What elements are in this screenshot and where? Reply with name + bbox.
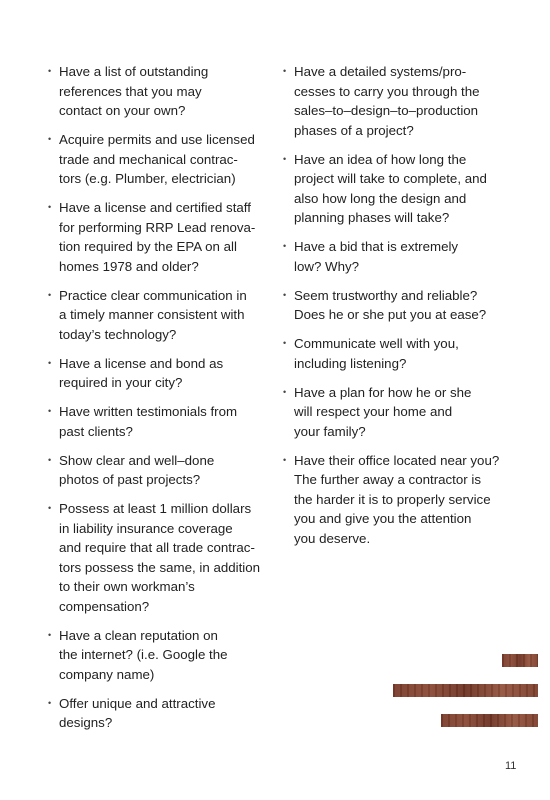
checklist-item-text: Show clear and well–done photos of past projects? xyxy=(59,452,215,487)
checklist-item-text: Have written testimonials from past clients? xyxy=(59,404,238,439)
checklist-item xyxy=(283,62,505,140)
bullet-icon: • xyxy=(283,153,287,164)
bullet-icon: • xyxy=(283,66,287,76)
wood-plank-decoration xyxy=(502,654,538,667)
bullet-icon: • xyxy=(283,386,287,397)
bullet-icon: • xyxy=(48,503,52,513)
checklist-item-text: Have a plan for how he or she will respect your home and your family? xyxy=(294,384,472,439)
bullet-icon: • xyxy=(48,697,52,708)
bullet-icon: • xyxy=(283,289,287,300)
checklist-item-text: Have a list of outstanding references that you may contact on your own? xyxy=(59,64,209,118)
checklist-item-text: Acquire permits and use licensed trade and mechanical contrac- tors (e.g. Plumber, electrician) xyxy=(59,132,255,186)
checklist-item-text: Have their office located near you? The further away a contractor is the harder it is to properly service you and give you the attention you deserve. xyxy=(294,452,500,546)
checklist-item-text: Have a detailed systems/pro- cesses to carry you through the sales–to–design–to–production phases of a project? xyxy=(294,64,480,138)
bullet-icon: • xyxy=(48,357,52,368)
checklist-item-text: Have a bid that is extremely low? Why? xyxy=(294,239,459,274)
checklist-item-text: Offer unique and attractive designs? xyxy=(59,695,216,730)
bullet-icon: • xyxy=(48,289,52,300)
bullet-icon: • xyxy=(283,454,287,465)
bullet-icon: • xyxy=(48,134,52,144)
checklist-item xyxy=(283,383,505,442)
checklist-item xyxy=(48,451,272,490)
checklist-item xyxy=(48,499,272,616)
bullet-icon: • xyxy=(48,406,52,416)
checklist-item xyxy=(283,150,505,228)
checklist-item-text: Have a license and certified staff for performing RRP Lead renova- tion required by the EPA on all homes 1978 and older? xyxy=(59,200,256,274)
left-checklist xyxy=(48,62,272,742)
bullet-icon: • xyxy=(48,202,52,212)
bullet-icon: • xyxy=(48,629,52,640)
bullet-icon: • xyxy=(48,66,52,76)
checklist-item-text: Seem trustworthy and reliable? Does he or she put you at ease? xyxy=(294,287,487,322)
checklist-item xyxy=(283,334,505,373)
checklist-item-text: Have a clean reputation on the internet? (i.e. Google the company name) xyxy=(59,627,228,682)
checklist-item xyxy=(48,626,272,685)
checklist-item xyxy=(48,130,272,189)
checklist-item-text: Have a license and bond as required in your city? xyxy=(59,355,224,390)
checklist-item xyxy=(48,198,272,276)
wood-plank-decoration xyxy=(393,684,538,697)
checklist-item xyxy=(48,354,272,393)
checklist-item-text: Practice clear communication in a timely manner consistent with today’s technology? xyxy=(59,287,247,342)
checklist-item-text: Have an idea of how long the project will take to complete, and also how long the design and planning phases will take? xyxy=(294,151,487,225)
page-number: 11 xyxy=(505,760,517,772)
checklist-item xyxy=(48,286,272,345)
checklist-item xyxy=(283,451,505,549)
checklist-item xyxy=(283,286,505,325)
bullet-icon: • xyxy=(283,241,287,251)
checklist-item xyxy=(48,402,272,441)
checklist-item xyxy=(48,62,272,121)
checklist-item-text: Communicate well with you, including listening? xyxy=(294,336,459,371)
bullet-icon: • xyxy=(48,454,52,465)
bullet-icon: • xyxy=(283,338,287,348)
wood-plank-decoration xyxy=(441,714,538,727)
checklist-item xyxy=(48,694,272,733)
checklist-item xyxy=(283,237,505,276)
right-checklist xyxy=(283,62,505,558)
checklist-item-text: Possess at least 1 million dollars in liability insurance coverage and require that all trade contrac- tors possess the same, in addition to their own workman’s compensation? xyxy=(59,501,261,614)
